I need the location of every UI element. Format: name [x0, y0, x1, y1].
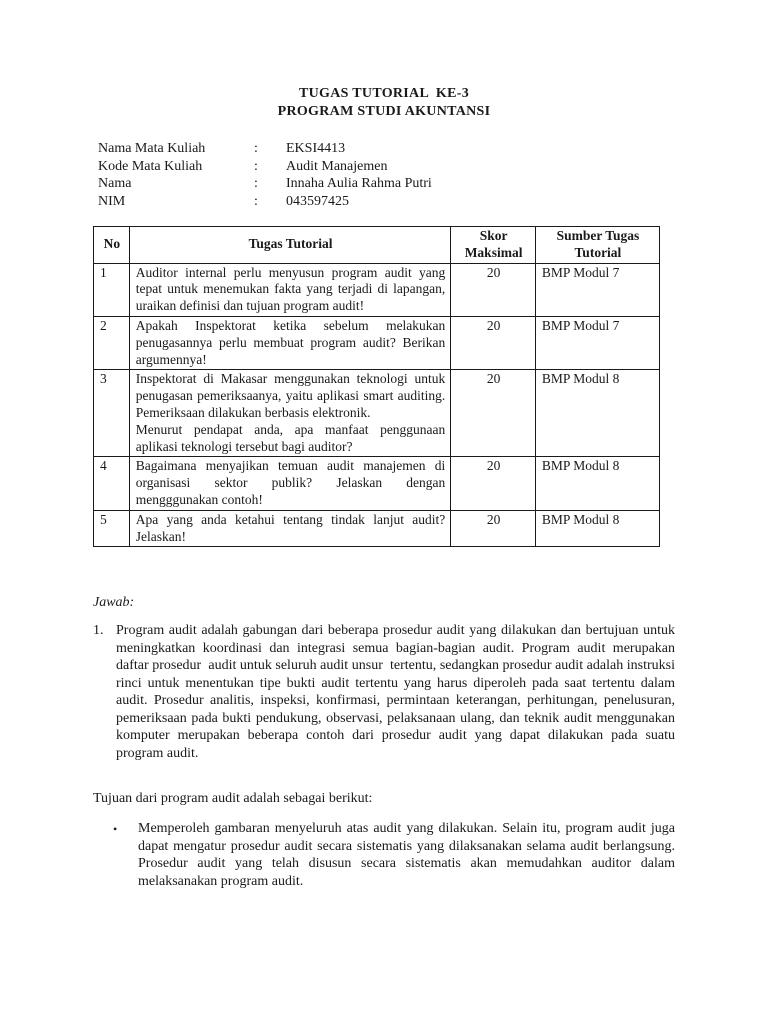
cell-score: 20: [451, 263, 536, 316]
cell-question: Bagaimana menyajikan temuan audit manajemen di organisasi sektor publik? Jelaskan dengan mengggunakan contoh!: [129, 457, 451, 510]
cell-score: 20: [451, 510, 536, 547]
cell-no: 2: [94, 316, 130, 369]
info-value: 043597425: [286, 193, 349, 209]
cell-no: 5: [94, 510, 130, 547]
table-row: [94, 510, 660, 547]
header-source: [535, 227, 659, 264]
answer-item-number: 1.: [93, 623, 104, 638]
cell-question-part2: Menurut pendapat anda, apa manfaat penggunaan aplikasi teknologi tersebut bagi auditor?: [135, 421, 446, 454]
purpose-intro: Tujuan dari program audit adalah sebagai berikut:: [93, 791, 373, 806]
cell-score: 20: [451, 316, 536, 369]
purpose-bullet-1: [113, 820, 675, 890]
info-label: Nama: [98, 176, 132, 191]
cell-score: 20: [451, 457, 536, 510]
header-no: No: [94, 227, 130, 264]
cell-no: 3: [94, 370, 130, 457]
header-score-line1: Skor: [479, 228, 508, 243]
info-separator: :: [254, 193, 258, 209]
header-source-line2: Tutorial: [574, 244, 622, 260]
cell-no: 1: [94, 263, 130, 316]
table-row: [94, 457, 660, 510]
info-row-course-name: [98, 140, 432, 158]
info-value: Innaha Aulia Rahma Putri: [286, 176, 432, 191]
cell-source: BMP Modul 8: [535, 370, 659, 457]
answer-item-1: [93, 622, 679, 762]
answer-heading: Jawab:: [93, 595, 135, 610]
info-label: Kode Mata Kuliah: [98, 158, 203, 174]
cell-source: BMP Modul 7: [535, 263, 659, 316]
info-row-student-id: [98, 193, 432, 211]
course-info: [98, 140, 432, 210]
info-separator: :: [254, 158, 258, 174]
info-separator: :: [254, 141, 258, 156]
cell-no: 4: [94, 457, 130, 510]
bullet-text: Memperoleh gambaran menyeluruh atas audit yang dilakukan. Selain itu, program audit juga dapat mengatur prosedur audit secara sistematis yang dilaksanakan selama audit berlangsung. Prosedur audit yang telah disusun secara sistematis akan memudahkan auditor dalam melaksanakan program audit.: [138, 821, 675, 889]
table-row: [94, 263, 660, 316]
table-row: [94, 316, 660, 369]
cell-question-part1: Inspektorat di Makasar menggunakan teknologi untuk penugasan pemeriksaanya, yaitu aplikasi smart auditing. Pemeriksaan dilakukan berbasis elektronik.: [135, 371, 446, 420]
bullet-icon: •: [113, 822, 118, 836]
table-row: [94, 370, 660, 457]
info-label: NIM: [98, 193, 126, 209]
info-value: EKSI4413: [286, 141, 346, 156]
header-score-line2: Maksimal: [464, 244, 523, 260]
cell-source: BMP Modul 8: [535, 510, 659, 547]
cell-source: BMP Modul 8: [535, 457, 659, 510]
cell-question: Auditor internal perlu menyusun program audit yang tepat untuk menemukan fakta yang terjadi di lapangan, uraikan definisi dan tujuan program audit!: [129, 263, 451, 316]
table-header-row: [94, 227, 660, 264]
header-task: Tugas Tutorial: [129, 227, 451, 264]
header-source-line1: Sumber Tugas: [556, 228, 640, 243]
cell-question: Apa yang anda ketahui tentang tindak lanjut audit? Jelaskan!: [129, 510, 451, 547]
header-score: [451, 227, 536, 264]
info-label: Nama Mata Kuliah: [98, 141, 206, 156]
document-subtitle: PROGRAM STUDI AKUNTANSI: [277, 104, 491, 119]
cell-score: 20: [451, 370, 536, 457]
cell-question: Apakah Inspektorat ketika sebelum melakukan penugasannya perlu membuat program audit? Berikan argumennya!: [129, 316, 451, 369]
cell-question: [129, 370, 451, 457]
info-row-course-code: [98, 158, 432, 176]
info-row-student-name: [98, 175, 432, 193]
info-separator: :: [254, 176, 258, 191]
cell-source: BMP Modul 7: [535, 316, 659, 369]
info-value: Audit Manajemen: [286, 158, 388, 174]
document-title: TUGAS TUTORIAL KE-3: [298, 86, 470, 101]
answer-item-text: Program audit adalah gabungan dari beberapa prosedur audit yang dilakukan dan bertujuan untuk meningkatkan koordinasi dan integrasi semua bagian-bagian audit. Program audit merupakan daftar prosedur audit untuk seluruh audit unsur tertentu, sedangkan prosedur audit adalah instruksi rinci untuk menentukan tipe bukti audit tertentu yang harus diperoleh pada saat tertentu dalam audit. Prosedur analitis, inspeksi, konfirmasi, permintaan keterangan, perhitungan, penelusuran, pemeriksaan pada bukti pendukung, observasi, pelaksanaan ulang, dan teknik audit menggunakan komputer merupakan beberapa contoh dari prosedur audit yang dapat dilakukan pada suatu program audit.: [116, 623, 679, 761]
tutorial-task-table: [93, 226, 660, 547]
